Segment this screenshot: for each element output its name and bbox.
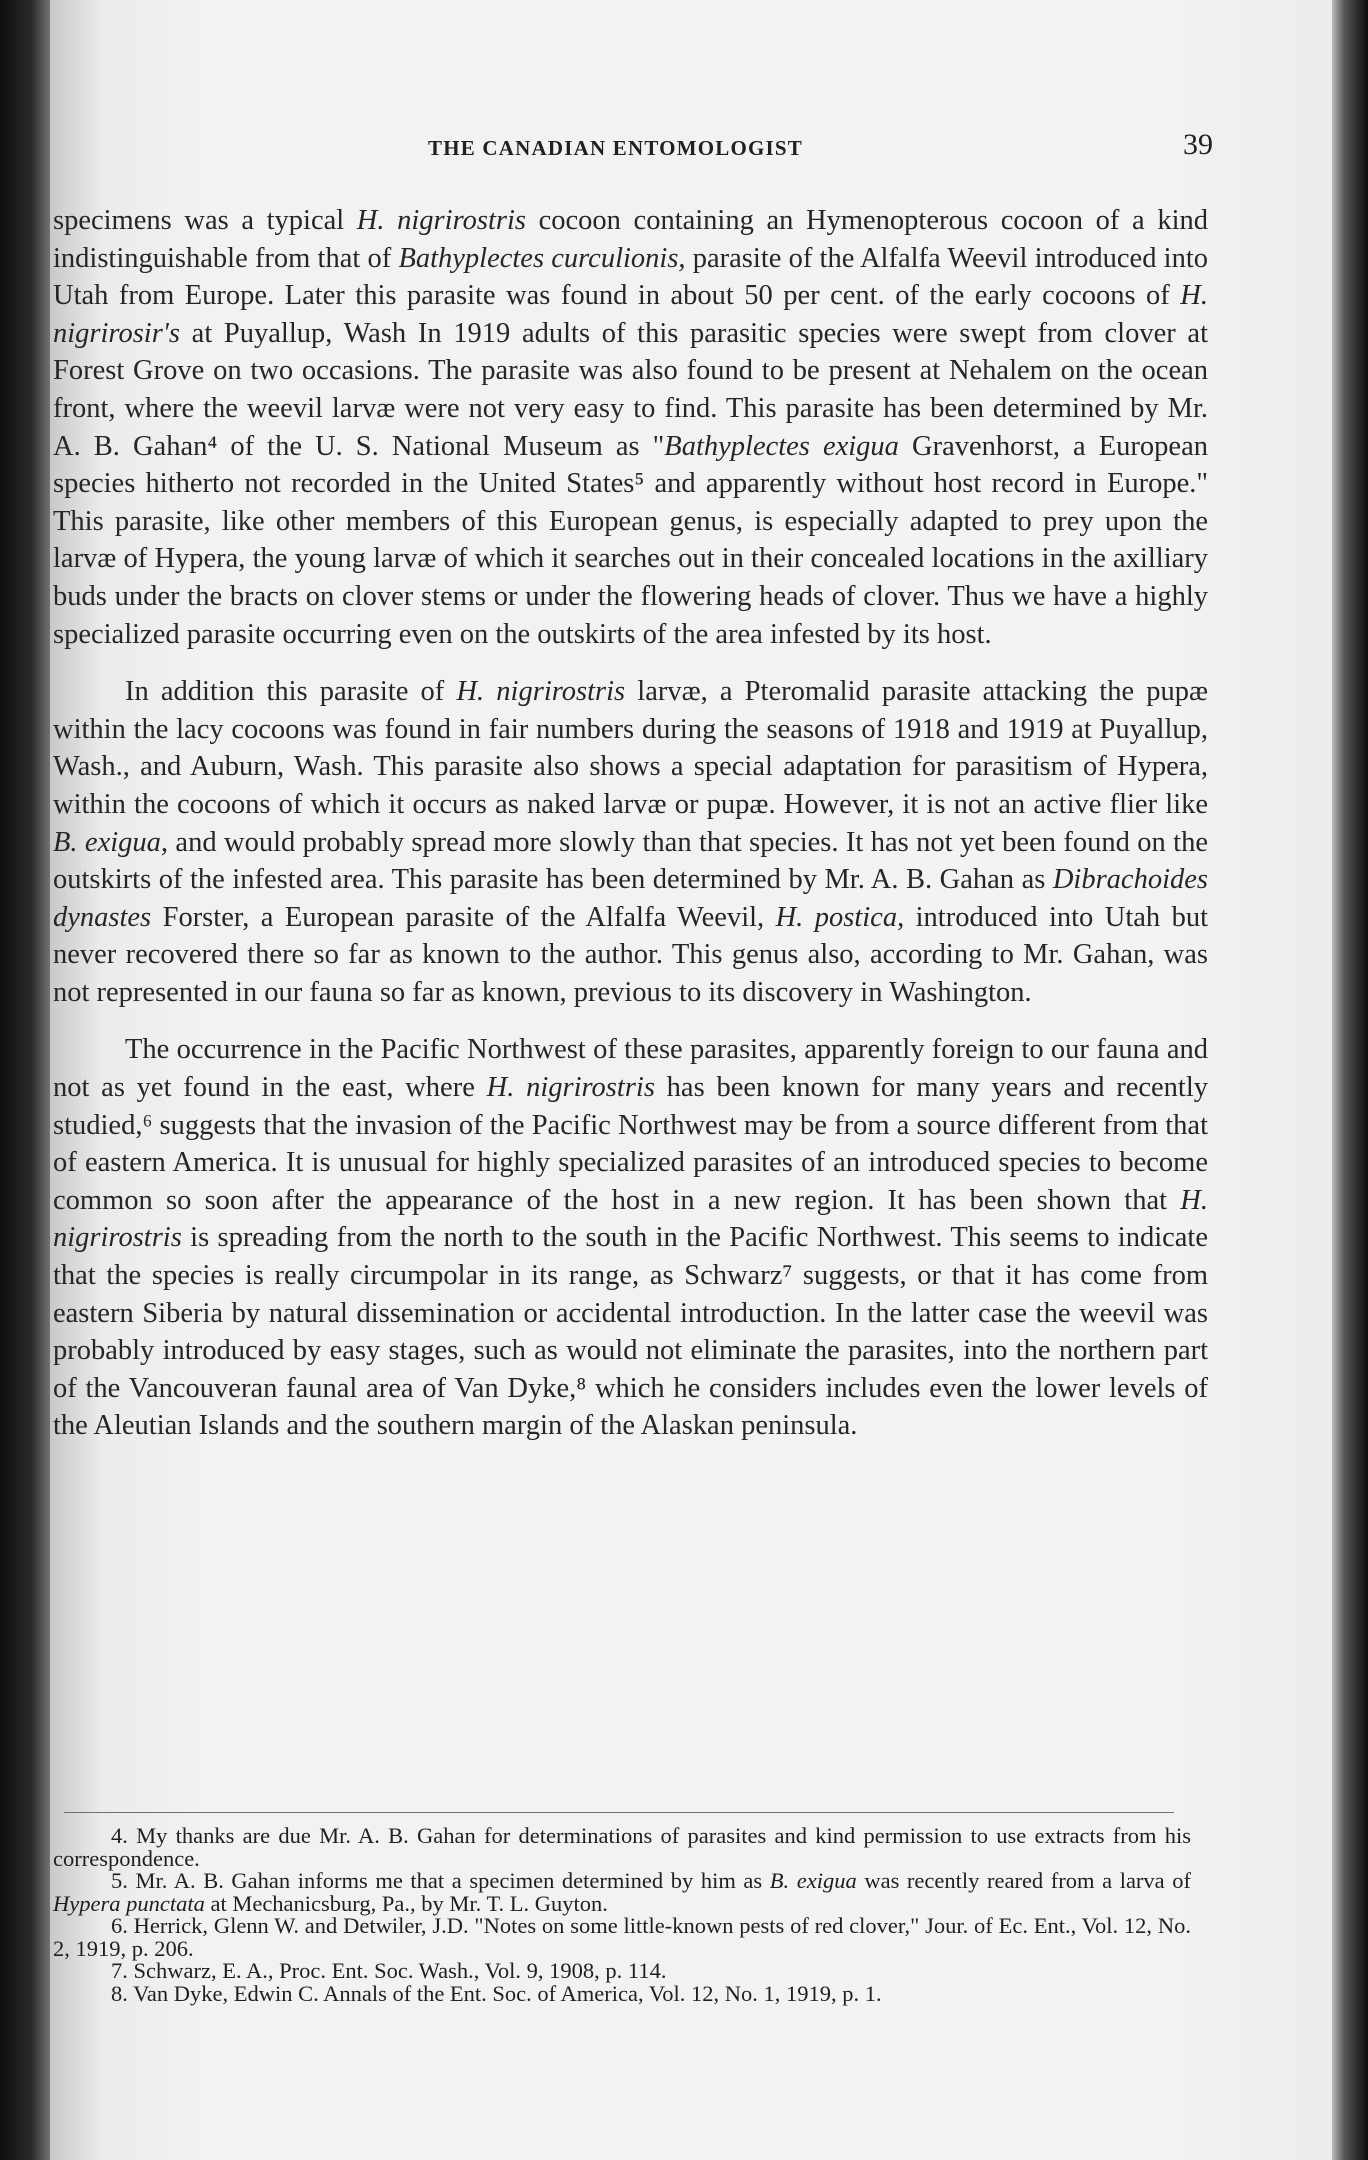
italic-run: H. nigrirosir's xyxy=(53,280,1208,349)
italic-run: B. exigua xyxy=(769,1868,857,1893)
footnote-divider xyxy=(64,1812,1174,1813)
paragraph-1 xyxy=(53,202,1208,653)
paragraph-2 xyxy=(53,673,1208,1011)
page-header xyxy=(108,128,1213,174)
italic-run: H. nigrirostris xyxy=(486,1072,655,1104)
book-binding-right xyxy=(1332,0,1368,2160)
body-text xyxy=(53,202,1208,1465)
italic-run: Hypera punctata xyxy=(53,1890,205,1916)
footnote-8 xyxy=(53,1980,1191,2006)
text-run: 5. Mr. A. B. Gahan informs me that a specimen determined by him as xyxy=(111,1868,770,1893)
text-run: Forster, a European parasite of the Alfalfa Weevil, xyxy=(151,901,776,933)
text-run: 7. Schwarz, E. A., Proc. Ent. Soc. Wash., Vol. 9, 1908, p. 114. xyxy=(111,1958,667,1983)
paragraph-3 xyxy=(53,1031,1208,1445)
italic-run: Bathyplectes exigua xyxy=(664,430,899,462)
text-run: is spreading from the north to the south in the Pacific Northwest. This seems to indicate that the species is really circumpolar in its range, as Schwarz⁷ suggests, or that it has come from eastern Siberia by natural dissemination or accidental introduction. In the latter case the weevil was probably introduced by easy stages, such as would not eliminate the parasites, into the northern part of the Vancouveran faunal area of Van Dyke,⁸ which he considers includes even the lower levels of the Aleutian Islands and the southern margin of the Alaskan peninsula. xyxy=(53,1222,1208,1442)
text-run: 4. My thanks are due Mr. A. B. Gahan for determinations of parasites and kind permission to use extracts from his correspondence. xyxy=(53,1823,1191,1871)
text-run: cocoon containing an Hymenopterous cocoon of a kind indistinguishable from that of xyxy=(53,205,1208,274)
text-run: 8. Van Dyke, Edwin C. Annals of the Ent. Soc. of America, Vol. 12, No. 1, 1919, p. 1. xyxy=(111,1980,882,2006)
footnote-4 xyxy=(53,1825,1191,1870)
text-run: at Mechanicsburg, Pa., by Mr. T. L. Guyton. xyxy=(204,1890,608,1916)
italic-run: H. postica, xyxy=(775,901,905,933)
footnotes xyxy=(53,1825,1191,2005)
text-run: has been known for many years and recently studied,⁶ suggests that the invasion of the Pacific Northwest may be from a source different from that of eastern America. It is unusual for highly specialized parasites of an introduced species to become common so soon after the appearance of the host in a new region. It has been shown that xyxy=(53,1072,1209,1216)
text-run: The occurrence in the Pacific Northwest of these parasites, apparently foreign to our fauna and not as yet found in the east, where xyxy=(53,1034,1208,1104)
text-run: In addition this parasite of xyxy=(125,676,457,708)
footnote-5 xyxy=(53,1870,1191,1915)
footnote-7 xyxy=(53,1960,1191,1983)
text-run: 6. Herrick, Glenn W. and Detwiler, J.D. "Notes on some little-known pests of red clover," Jour. of Ec. Ent., Vol. 12, No. 2, 1919, p. 206. xyxy=(53,1913,1191,1961)
italic-run: Dibrachoides dynastes xyxy=(53,864,1208,933)
italic-run: H. nigrirostris xyxy=(356,205,526,236)
text-run: was recently reared from a larva of xyxy=(856,1868,1192,1893)
text-run: introduced into Utah but never recovered there so far as known to the author. This genus also, according to Mr. Gahan, was not represented in our fauna so far as known, previous to its discovery in Washington. xyxy=(53,901,1208,1008)
text-run: and would probably spread more slowly than that species. It has not yet been found on the outskirts of the infested area. This parasite has been determined by Mr. A. B. Gahan as xyxy=(53,826,1208,896)
footnote-6 xyxy=(53,1915,1191,1960)
text-run: at Puyallup, Wash In 1919 adults of this parasitic species were swept from clover at Forest Grove on two occasions. The parasite was also found to be present at Nehalem on the ocean front, where the weevil larvæ were not very easy to find. This parasite has been determined by Mr. A. B. Gahan⁴ of the U. S. National Museum as " xyxy=(53,317,1208,462)
running-title: THE CANADIAN ENTOMOLOGIST xyxy=(428,136,804,160)
text-run: parasite of the Alfalfa Weevil introduced into Utah from Europe. Later this parasite was found in about 50 per cent. of the early cocoons of xyxy=(53,242,1208,312)
italic-run: Bathyplectes curculionis, xyxy=(398,242,686,274)
text-run: Gravenhorst, a European species hitherto not recorded in the United States⁵ and apparently without host record in Europe." This parasite, like other members of this European genus, is especially adapted to prey upon the larvæ of Hypera, the young larvæ of which it searches out in their concealed locations in the axilliary buds under the bracts on clover stems or under the flowering heads of clover. Thus we have a highly specialized parasite occurring even on the outskirts of the area infested by its host. xyxy=(53,430,1208,650)
italic-run: H. nigrirostris xyxy=(456,676,626,708)
italic-run: H. nigrirostris xyxy=(53,1184,1208,1254)
text-run: specimens was a typical xyxy=(53,205,357,236)
text-run: larvæ, a Pteromalid parasite attacking the pupæ within the lacy cocoons was found in fair numbers during the seasons of 1918 and 1919 at Puyallup, Wash., and Auburn, Wash. This parasite also shows a special adaptation for parasitism of Hypera, within the cocoons of which it occurs as naked larvæ or pupæ. However, it is not an active flier like xyxy=(53,676,1209,820)
italic-run: B. exigua, xyxy=(53,826,169,858)
page-number: 39 xyxy=(1183,128,1213,161)
